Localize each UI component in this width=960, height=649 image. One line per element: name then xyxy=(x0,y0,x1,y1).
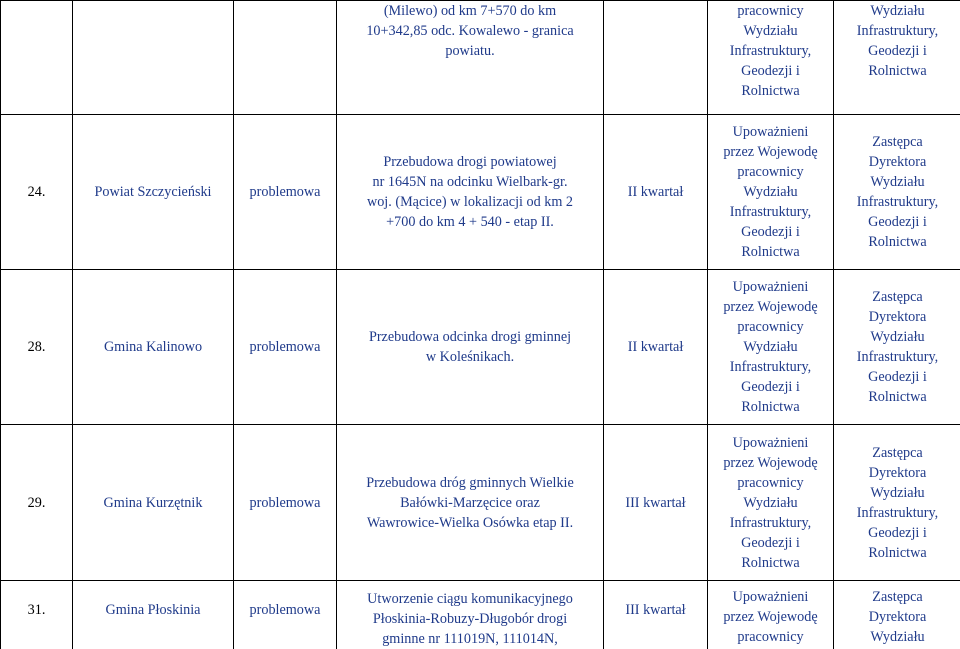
table-row xyxy=(1,425,960,581)
supervisor-line: Zastępca xyxy=(872,134,923,150)
audit-term xyxy=(604,1,708,115)
task-line: Płoskinia-Robuzy-Długobór drogi xyxy=(372,611,568,627)
supervisor-line: Dyrektora xyxy=(868,464,927,481)
supervisor-line: Wydziału xyxy=(870,3,925,19)
executor-line: przez Wojewodę xyxy=(723,144,818,160)
executor-line: przez Wojewodę xyxy=(723,609,818,625)
supervisor-line: Zastępca xyxy=(872,444,923,461)
executor-line: Upoważnieni xyxy=(732,434,809,451)
task-line: nr 1645N na odcinku Wielbark-gr. xyxy=(372,174,568,190)
executor xyxy=(708,425,834,581)
task-line: +700 do km 4 + 540 - etap II. xyxy=(386,214,554,230)
table-row xyxy=(1,1,960,115)
task-line: (Milewo) od km 7+570 do km xyxy=(383,3,557,19)
supervisor-line: Infrastruktury, xyxy=(856,349,939,365)
supervisor-line: Zastępca xyxy=(872,589,923,605)
supervisor-line: Geodezji i xyxy=(868,214,927,230)
executor-line: przez Wojewodę xyxy=(723,299,818,315)
table-row xyxy=(1,270,960,425)
supervisor-line: Rolnictwa xyxy=(868,234,927,250)
row-number: 28. xyxy=(1,270,73,425)
executor-line: przez Wojewodę xyxy=(723,454,818,471)
supervisor xyxy=(834,1,960,115)
executor-line: Rolnictwa xyxy=(741,554,800,571)
task-line: w Koleśnikach. xyxy=(425,349,515,365)
audited-unit: Gmina Kurzętnik xyxy=(73,425,234,581)
task-description xyxy=(337,115,604,270)
supervisor xyxy=(834,270,960,425)
supervisor xyxy=(834,581,960,649)
task-line: Utworzenie ciągu komunikacyjnego xyxy=(367,591,573,607)
executor-line: Upoważnieni xyxy=(732,589,809,605)
supervisor-line: Wydziału xyxy=(870,629,925,645)
executor-line: Infrastruktury, xyxy=(729,204,812,220)
task-description xyxy=(337,581,604,649)
task-line: Wawrowice-Wielka Osówka etap II. xyxy=(366,514,574,531)
task-line: Przebudowa odcinka drogi gminnej xyxy=(368,329,572,345)
executor-line: Geodezji i xyxy=(741,224,800,240)
task-line: Przebudowa drogi powiatowej xyxy=(383,154,557,170)
table-row xyxy=(1,581,960,649)
supervisor-line: Zastępca xyxy=(872,289,923,305)
executor-line: Wydziału xyxy=(743,23,798,39)
executor-line: Upoważnieni xyxy=(732,124,809,140)
executor-line: Geodezji i xyxy=(741,534,800,551)
executor-line: Rolnictwa xyxy=(741,244,800,260)
executor-line: pracownicy xyxy=(737,629,804,645)
audit-term: III kwartał xyxy=(604,425,708,581)
row-number: 29. xyxy=(1,425,73,581)
task-description xyxy=(337,425,604,581)
executor xyxy=(708,270,834,425)
task-line: 10+342,85 odc. Kowalewo - granica xyxy=(366,23,574,39)
executor-line: Wydziału xyxy=(743,339,798,355)
task-line: gminne nr 111019N, 111014N, xyxy=(382,631,558,647)
supervisor-line: Infrastruktury, xyxy=(856,194,939,210)
executor-line: Rolnictwa xyxy=(741,399,800,415)
supervisor-line: Dyrektora xyxy=(868,309,927,325)
supervisor-line: Wydziału xyxy=(870,174,925,190)
row-number xyxy=(1,1,73,115)
supervisor-line: Dyrektora xyxy=(868,154,927,170)
supervisor-line: Infrastruktury, xyxy=(856,504,939,521)
audit-term: II kwartał xyxy=(604,270,708,425)
supervisor-line: Geodezji i xyxy=(868,43,927,59)
executor-line: pracownicy xyxy=(737,474,804,491)
executor-line: Wydziału xyxy=(743,184,798,200)
task-description xyxy=(337,270,604,425)
supervisor xyxy=(834,425,960,581)
executor-line: Upoważnieni xyxy=(732,279,809,295)
executor-line: pracownicy xyxy=(737,164,804,180)
audited-unit xyxy=(73,1,234,115)
executor-line: Rolnictwa xyxy=(741,83,800,99)
audited-unit: Powiat Szczycieński xyxy=(73,115,234,270)
supervisor-line: Wydziału xyxy=(870,329,925,345)
executor-line: Infrastruktury, xyxy=(729,514,812,531)
task-line: Bałówki-Marzęcice oraz xyxy=(400,494,540,511)
supervisor-line: Geodezji i xyxy=(868,369,927,385)
executor-line: pracownicy xyxy=(737,319,804,335)
audit-type: problemowa xyxy=(234,581,337,649)
supervisor xyxy=(834,115,960,270)
audit-term: II kwartał xyxy=(604,115,708,270)
supervisor-line: Rolnictwa xyxy=(868,63,927,79)
supervisor-line: Rolnictwa xyxy=(868,544,927,561)
executor-line: Infrastruktury, xyxy=(729,43,812,59)
executor-line: Geodezji i xyxy=(741,63,800,79)
supervisor-line: Dyrektora xyxy=(868,609,927,625)
audited-unit: Gmina Kalinowo xyxy=(73,270,234,425)
executor-line: pracownicy xyxy=(737,3,804,19)
table-row xyxy=(1,115,960,270)
task-description xyxy=(337,1,604,115)
audit-type: problemowa xyxy=(234,270,337,425)
audited-unit: Gmina Płoskinia xyxy=(73,581,234,649)
audit-type: problemowa xyxy=(234,115,337,270)
executor-line: Infrastruktury, xyxy=(729,359,812,375)
executor-line: Wydziału xyxy=(743,494,798,511)
audit-type: problemowa xyxy=(234,425,337,581)
supervisor-line: Wydziału xyxy=(870,484,925,501)
supervisor-line: Infrastruktury, xyxy=(856,23,939,39)
row-number: 31. xyxy=(1,581,73,649)
supervisor-line: Geodezji i xyxy=(868,524,927,541)
task-line: Przebudowa dróg gminnych Wielkie xyxy=(366,474,574,491)
row-number: 24. xyxy=(1,115,73,270)
executor xyxy=(708,581,834,649)
audit-type xyxy=(234,1,337,115)
executor-line: Geodezji i xyxy=(741,379,800,395)
task-line: woj. (Mącice) w lokalizacji od km 2 xyxy=(366,194,574,210)
executor xyxy=(708,1,834,115)
executor xyxy=(708,115,834,270)
audit-term: III kwartał xyxy=(604,581,708,649)
supervisor-line: Rolnictwa xyxy=(868,389,927,405)
task-line: powiatu. xyxy=(445,43,495,59)
